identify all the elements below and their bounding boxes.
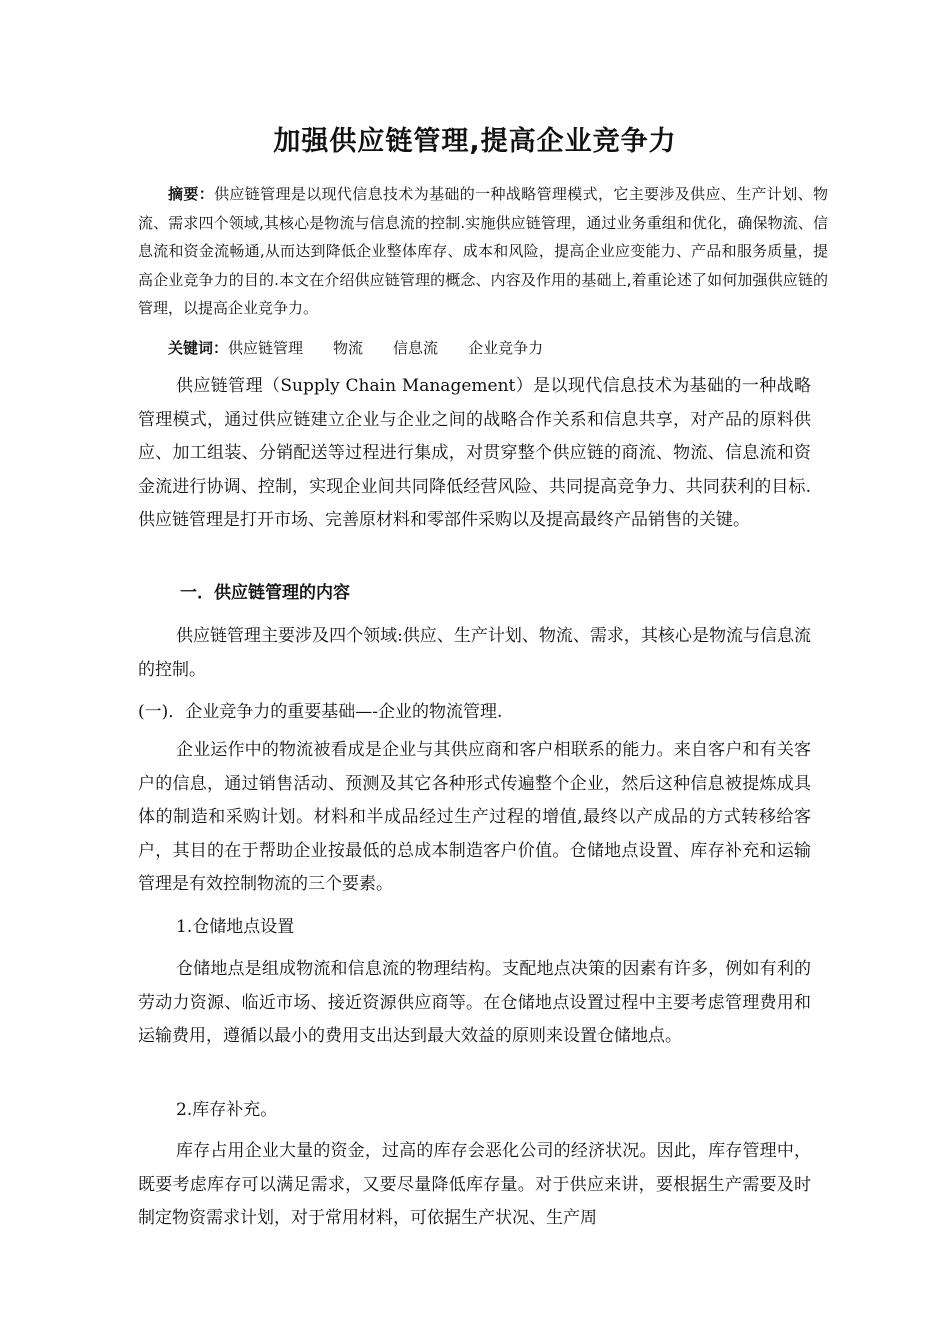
section-1-paragraph: 供应链管理主要涉及四个领域:供应、生产计划、物流、需求，其核心是物流与信息流的控制。	[138, 626, 811, 680]
item-1-heading: 1.仓储地点设置	[176, 917, 295, 937]
keywords	[168, 334, 573, 362]
keyword-item: 供应链管理	[228, 339, 304, 357]
keywords-label: 关键词：	[168, 339, 229, 357]
section-1-heading: 一．供应链管理的内容	[180, 583, 350, 603]
keyword-item: 物流	[333, 339, 364, 357]
keyword-item: 信息流	[393, 339, 439, 357]
abstract-text: 供应链管理是以现代信息技术为基础的一种战略管理模式，它主要涉及供应、生产计划、物流、需求四个领域,其核心是物流与信息流的控制.实施供应链管理，通过业务重组和优化，确保物流、信息流和资金流畅通,从而达到降低企业整体库存、成本和风险，提高企业应变能力、产品和服务质量，提高企业竞争力的目的.本文在介绍供应链管理的概念、内容及作用的基础上,着重论述了如何加强供应链的管理，以提高企业竞争力。	[138, 185, 828, 317]
intro-paragraph: 供应链管理（Supply Chain Management）是以现代信息技术为基础的一种战略管理模式，通过供应链建立企业与企业之间的战略合作关系和信息共享，对产品的原料供应、加工组装、分销配送等过程进行集成，对贯穿整个供应链的商流、物流、信息流和资金流进行协调、控制，实现企业间共同降低经营风险、共同提高竞争力、共同获利的目标.供应链管理是打开市场、完善原材料和零部件采购以及提高最终产品销售的关键。	[138, 376, 811, 530]
subsection-1-heading: (一)．企业竞争力的重要基础—-企业的物流管理.	[138, 702, 503, 722]
subsection-1-paragraph: 企业运作中的物流被看成是企业与其供应商和客户相联系的能力。来自客户和有关客户的信息，通过销售活动、预测及其它各种形式传遍整个企业，然后这种信息被提炼成具体的制造和采购计划。材料和半成品经过生产过程的增值,最终以产成品的方式转移给客户，其目的在于帮助企业按最低的总成本制造客户价值。仓储地点设置、库存补充和运输管理是有效控制物流的三个要素。	[138, 740, 811, 894]
abstract	[138, 180, 828, 323]
document-title: 加强供应链管理,提高企业竞争力	[273, 126, 677, 157]
item-1-paragraph: 仓储地点是组成物流和信息流的物理结构。支配地点决策的因素有许多，例如有利的劳动力资源、临近市场、接近资源供应商等。在仓储地点设置过程中主要考虑管理费用和运输费用，遵循以最小的费用支出达到最大效益的原则来设置仓储地点。	[138, 959, 811, 1046]
abstract-label: 摘要：	[168, 185, 215, 203]
item-2-paragraph: 库存占用企业大量的资金，过高的库存会恶化公司的经济状况。因此，库存管理中，既要考虑库存可以满足需求，又要尽量降低库存量。对于供应来讲，要根据生产需要及时制定物资需求计划，对于常用材料，可依据生产状况、生产周	[138, 1141, 811, 1228]
keyword-item: 企业竞争力	[468, 339, 544, 357]
item-2-heading: 2.库存补充。	[176, 1100, 278, 1120]
